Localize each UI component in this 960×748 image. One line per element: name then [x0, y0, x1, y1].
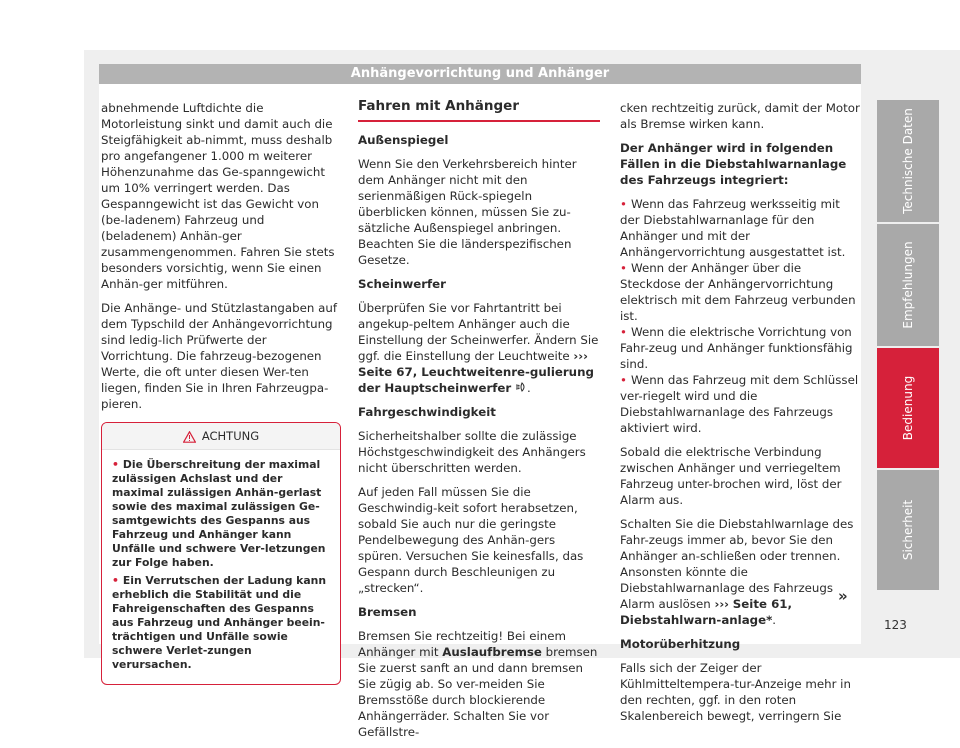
column-middle	[358, 98, 600, 748]
subheading: Bremsen	[358, 605, 417, 619]
subheading: Motorüberhitzung	[620, 637, 741, 651]
warning-body	[102, 450, 340, 684]
reference-arrow-icon: ›››	[573, 349, 588, 363]
list-item: • Wenn die elektrische Vorrichtung von Fahr-zeug und Anhänger funktionsfähig sind.	[620, 325, 853, 371]
section-title: Fahren mit Anhänger	[358, 98, 600, 122]
warning-title: ACHTUNG	[201, 429, 260, 443]
warning-triangle-icon	[183, 431, 196, 443]
warning-header	[102, 423, 340, 450]
chapter-header: Anhängevorrichtung und Anhänger	[99, 64, 861, 84]
bullet-icon: •	[112, 458, 119, 471]
paragraph-lights: Überprüfen Sie vor Fahrtantritt bei angekup-peltem Anhänger auch die Einstellung der Scheinwerfer. Ändern Sie ggf. die Einstellung der Leuchtweite ››› Seite 67, Leuchtweitenre-gulierung der Hauptscheinwerfer .	[358, 301, 599, 395]
column-left	[101, 100, 341, 685]
tab-sicherheit[interactable]: Sicherheit	[877, 470, 939, 590]
paragraph-brakes: Bremsen Sie rechtzeitig! Bei einem Anhänger mit Auslaufbremse bremsen Sie zuerst sanft an und dann bremsen Sie zügig ab. So ver-meiden Sie Bremsstöße durch blockierende Anhängerräder. Schalten Sie vor Gefällstre-	[358, 629, 598, 739]
subheading: Scheinwerfer	[358, 277, 446, 291]
column-right	[620, 100, 860, 732]
warning-box	[101, 422, 341, 685]
bullet-icon: •	[620, 261, 627, 275]
list-item: • Wenn das Fahrzeug werksseitig mit der Diebstahlwarnanlage für den Anhänger und mit der Anhängervorrichtung ausgestattet ist.	[620, 197, 846, 259]
paragraph: Auf jeden Fall müssen Sie die Geschwindig-keit sofort herabsetzen, sobald Sie auch nur die geringste Pendelbewegung des Anhän-gers spüren. Versuchen Sie keinesfalls, das Gespann durch Beschleunigen zu „strecken“.	[358, 485, 584, 595]
subheading: Der Anhänger wird in folgenden Fällen in die Diebstahlwarnanlage des Fahrzeugs integriert:	[620, 141, 847, 187]
paragraph: Sobald die elektrische Verbindung zwischen Anhänger und verriegeltem Fahrzeug unter-brochen wird, löst der Alarm aus.	[620, 445, 842, 507]
paragraph: Die Anhänge- und Stützlastangaben auf dem Typschild der Anhängevorrichtung sind ledig-lich Prüfwerte der Vorrichtung. Die fahrzeug-bezogenen Werte, die oft unter diesen Wer-ten liegen, finden Sie in Ihren Fahrzeugpa-pieren.	[101, 301, 337, 411]
warning-item: • Ein Verrutschen der Ladung kann erheblich die Stabilität und die Fahreigenschaften des Gespanns aus Fahrzeug und Anhänger beein-trächtigen und Unfälle sowie schwere Verlet-zungen verursachen.	[112, 574, 327, 671]
page-reference-link[interactable]: Seite 67, Leuchtweitenre-gulierung der Hauptscheinwerfer	[358, 365, 594, 395]
bullet-list	[620, 196, 860, 436]
subheading: Fahrgeschwindigkeit	[358, 405, 496, 419]
paragraph: Falls sich der Zeiger der Kühlmitteltempera-tur-Anzeige mehr in den rechten, ggf. in den roten Skalenbereich bewegt, verringern Sie	[620, 661, 851, 723]
paragraph: Wenn Sie den Verkehrsbereich hinter dem Anhänger nicht mit den serienmäßigen Rück-spiegeln überblicken können, müssen Sie zu-sätzliche Außenspiegel anbringen. Beachten Sie die länderspezifischen Gesetze.	[358, 157, 577, 267]
tab-empfehlungen[interactable]: Empfehlungen	[877, 224, 939, 346]
paragraph: abnehmende Luftdichte die Motorleistung sinkt und damit auch die Steigfähigkeit ab-nimmt, muss deshalb pro angefangener 1.000 m weiterer Höhenzunahme das Ge-spanngewicht um 10% verringert werden. Das Gespanngewicht ist das Gewicht von (be-ladenem) Fahrzeug und (beladenem) Anhän-ger zusammengenommen. Fahren Sie stets besonders vorsichtig, wenn Sie einen Anhän-ger mitführen.	[101, 101, 335, 291]
bullet-icon: •	[620, 197, 627, 211]
continue-arrow-icon: »	[838, 587, 848, 605]
paragraph-alarm: Schalten Sie die Diebstahlwarnlage des Fahr-zeugs immer ab, bevor Sie den Anhänger an-schließen oder trennen. Ansonsten könnte die Diebstahlwarnanlage des Fahrzeugs Alarm auslösen ››› Seite 61, Diebstahlwarn-anlage*.	[620, 517, 854, 627]
list-item: • Wenn der Anhänger über die Steckdose der Anhängervorrichtung elektrisch mit dem Fahrzeug verbunden ist.	[620, 261, 856, 323]
list-item: • Wenn das Fahrzeug mit dem Schlüssel ver-riegelt wird und die Diebstahlwarnanlage des Fahrzeugs aktiviert wird.	[620, 373, 859, 435]
subheading: Außenspiegel	[358, 133, 449, 147]
paragraph: Sicherheitshalber sollte die zulässige Höchstgeschwindigkeit des Anhängers nicht überschritten werden.	[358, 429, 586, 475]
warning-item: • Die Überschreitung der maximal zulässigen Achslast und der maximal zulässigen Anhän-gerlast sowie des maximal zulässigen Ge-samtgewichts des Gespanns aus Fahrzeug und Anhänger kann Unfälle und schwere Ver-letzungen zur Folge haben.	[112, 458, 326, 569]
bullet-icon: •	[620, 325, 627, 339]
reference-arrow-icon: ›››	[714, 597, 730, 611]
page-reference-link[interactable]: Seite 61, Diebstahlwarn-anlage*	[620, 597, 792, 627]
tab-bedienung[interactable]: Bedienung	[877, 348, 939, 468]
page-number: 123	[884, 618, 907, 632]
bullet-icon: •	[620, 373, 627, 387]
headlight-icon	[515, 382, 527, 392]
paragraph: cken rechtzeitig zurück, damit der Motor als Bremse wirken kann.	[620, 101, 860, 131]
bullet-icon: •	[112, 574, 119, 587]
tab-technische-daten[interactable]: Technische Daten	[877, 100, 939, 222]
